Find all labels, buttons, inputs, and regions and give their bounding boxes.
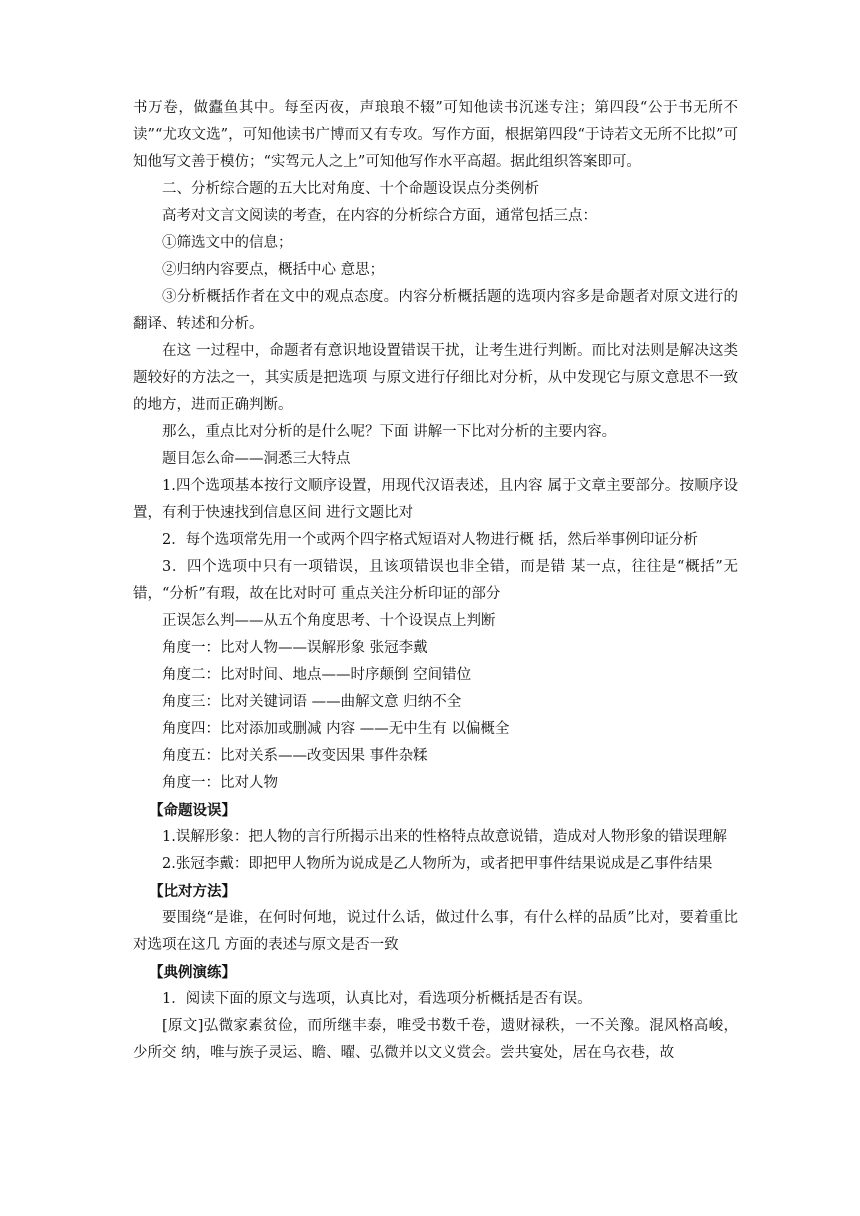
paragraph: 那么，重点比对分析的是什么呢？下面 讲解一下比对分析的主要内容。 <box>162 424 617 440</box>
bracket-heading: 【比对方法】 <box>149 883 236 900</box>
list-item: 2.张冠李戴：即把甲人物所为说成是乙人物所为，或者把甲事件结果说成是乙事件结果 <box>162 856 713 872</box>
angle-item: 角度三：比对关键词语 ——曲解文意 归纳不全 <box>162 694 462 710</box>
section-heading: 二、分析综合题的五大比对角度、十个命题设误点分类例析 <box>162 181 539 197</box>
document-body <box>133 95 738 1067</box>
source-text: [原文]弘微家素贫俭，而所继丰泰，唯受书数千卷，遗财禄秩，一不关豫。混风格高峻，少所交 纳，唯与族子灵运、瞻、曜、弘微并以文义赏会。尝共宴处，居在乌衣巷，故 <box>133 1018 738 1061</box>
subheading: 正误怎么判——从五个角度思考、十个设误点上判断 <box>162 613 496 629</box>
list-item: 1.四个选项基本按行文顺序设置，用现代汉语表述，且内容 属于文章主要部分。按顺序设置，有利于快速找到信息区间 进行文题比对 <box>133 478 738 521</box>
list-item: 1.误解形象：把人物的言行所揭示出来的性格特点故意说错，造成对人物形象的错误理解 <box>162 829 727 845</box>
list-item: 2．每个选项常先用一个或两个四字格式短语对人物进行概 括，然后举事例印证分析 <box>162 532 698 548</box>
list-item: ③分析概括作者在文中的观点态度。内容分析概括题的选项内容多是命题者对原文进行的翻译、转述和分析。 <box>133 289 738 332</box>
angle-item: 角度四：比对添加或删减 内容 ——无中生有 以偏概全 <box>162 721 510 737</box>
paragraph: 在这 一过程中，命题者有意识地设置错误干扰，让考生进行判断。而比对法则是解决这类题较好的方法之一，其实质是把选项 与原文进行仔细比对分析，从中发现它与原文意思不一致的地方，进而正确判断。 <box>133 343 738 413</box>
paragraph: 1．阅读下面的原文与选项，认真比对，看选项分析概括是否有误。 <box>162 991 592 1007</box>
list-item: 3．四个选项中只有一项错误，且该项错误也非全错，而是错 某一点，往往是“概括”无错，“分析”有瑕，故在比对时可 重点关注分析印证的部分 <box>133 559 738 602</box>
paragraph-intro: 高考对文言文阅读的考查，在内容的分析综合方面，通常包括三点： <box>162 208 597 224</box>
list-item: ②归纳内容要点，概括中心 意思； <box>162 262 385 278</box>
bracket-heading: 【命题设误】 <box>149 802 236 819</box>
list-item: ①筛选文中的信息； <box>162 235 293 251</box>
paragraph-continuation: 书万卷，做蠹鱼其中。每至丙夜，声琅琅不辍”可知他读书沉迷专注；第四段“公于书无所不读”“尤攻文选”，可知他读书广博而又有专攻。写作方面，根据第四段“于诗若文无所不比拟”可知他写文善于模仿；“实驾元人之上”可知他写作水平高超。据此组织答案即可。 <box>133 100 738 170</box>
bracket-heading: 【典例演练】 <box>149 964 236 981</box>
angle-item: 角度一：比对人物——误解形象 张冠李戴 <box>162 640 428 656</box>
angle-item: 角度二：比对时间、地点——时序颠倒 空间错位 <box>162 667 472 683</box>
angle-heading: 角度一：比对人物 <box>162 775 278 791</box>
subheading: 题目怎么命——洞悉三大特点 <box>162 451 351 467</box>
angle-item: 角度五：比对关系——改变因果 事件杂糅 <box>162 748 428 764</box>
paragraph: 要围绕“是谁，在何时何地，说过什么话，做过什么事，有什么样的品质”比对，要着重比对选项在这几 方面的表述与原文是否一致 <box>133 910 738 953</box>
